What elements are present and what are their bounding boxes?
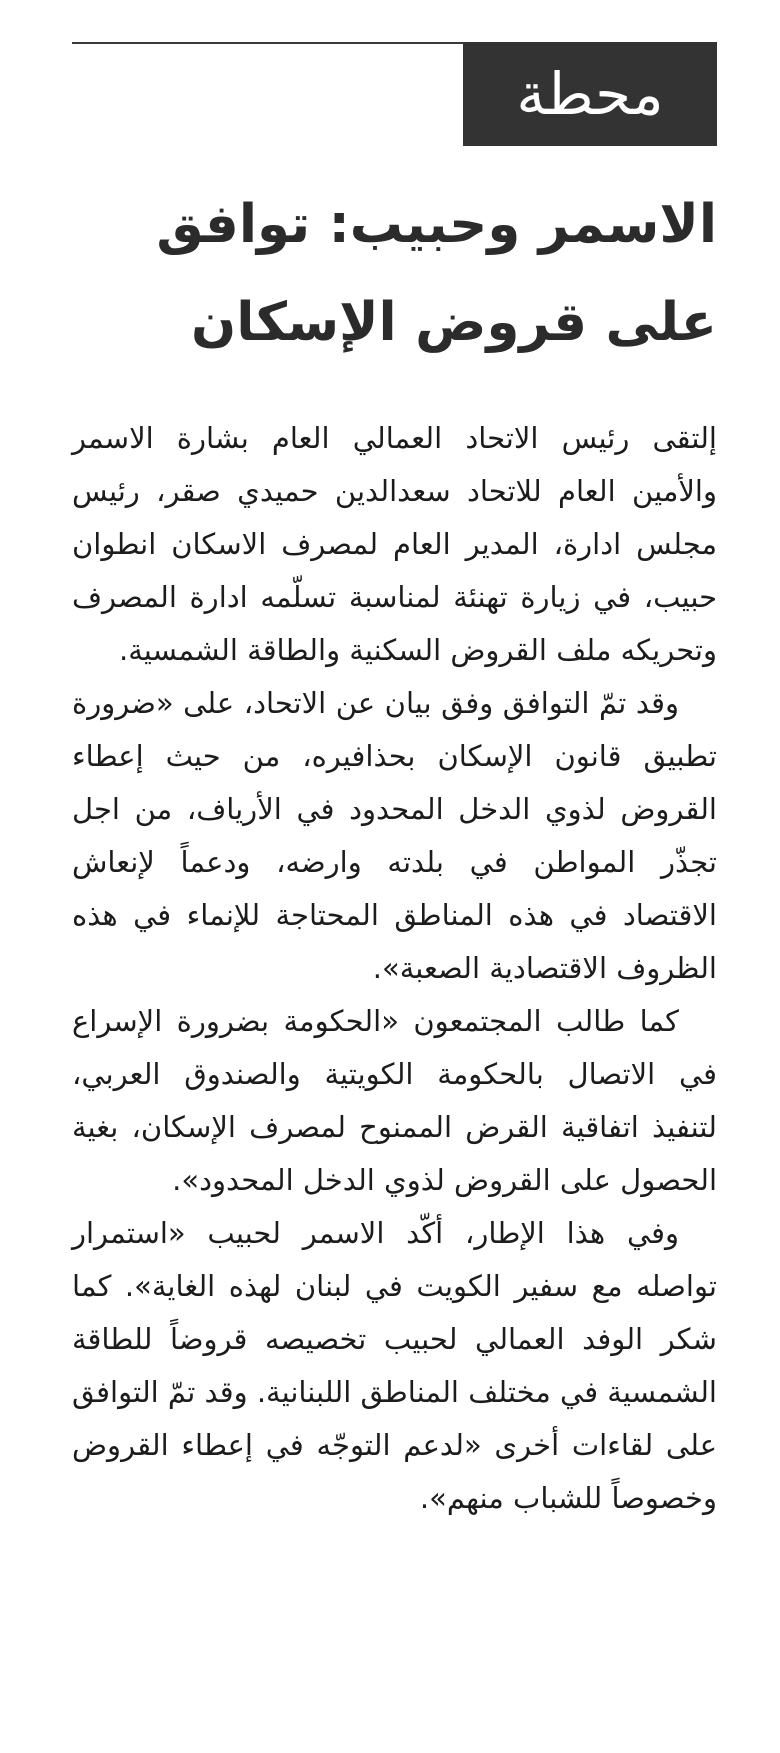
section-label: محطة [463,42,717,146]
article-headline: الاسمر وحبيب: توافق على قروض الإسكان [156,194,717,353]
article-paragraph-4: وفي هذا الإطار، أكّد الاسمر لحبيب «استمرار تواصله مع سفير الكويت في لبنان لهذه الغاية». كما شكر الوفد العمالي لحبيب تخصيصه قروضاً للطاقة الشمسية في مختلف المناطق اللبنانية. وقد تمّ التوافق على لقاءات أخرى «لدعم التوجّه في إعطاء القروض وخصوصاً للشباب منهم». [71,1216,717,1515]
article-paragraph-1: إلتقى رئيس الاتحاد العمالي العام بشارة الاسمر والأمين العام للاتحاد سعدالدين حميدي صقر، رئيس مجلس ادارة، المدير العام لمصرف الاسكان انطوان حبيب، في زيارة تهنئة لمناسبة تسلّمه ادارة المصرف وتحريكه ملف القروض السكنية والطاقة الشمسية. [72,421,717,667]
article-paragraph-3: كما طالب المجتمعون «الحكومة بضرورة الإسراع في الاتصال بالحكومة الكويتية والصندوق العربي، لتنفيذ اتفاقية القرض الممنوح لمصرف الإسكان، بغية الحصول على القروض لذوي الدخل المحدود». [72,1004,717,1197]
article-paragraph-2: وقد تمّ التوافق وفق بيان عن الاتحاد، على «ضرورة تطبيق قانون الإسكان بحذافيره، من حيث إعطاء القروض لذوي الدخل المحدود في الأرياف، من اجل تجذّر المواطن في بلدته وارضه، ودعماً لإنعاش الاقتصاد في هذه المناطق المحتاجة للإنماء في هذه الظروف الاقتصادية الصعبة». [72,686,717,985]
article-body [72,412,717,1525]
article-page [72,0,717,1753]
